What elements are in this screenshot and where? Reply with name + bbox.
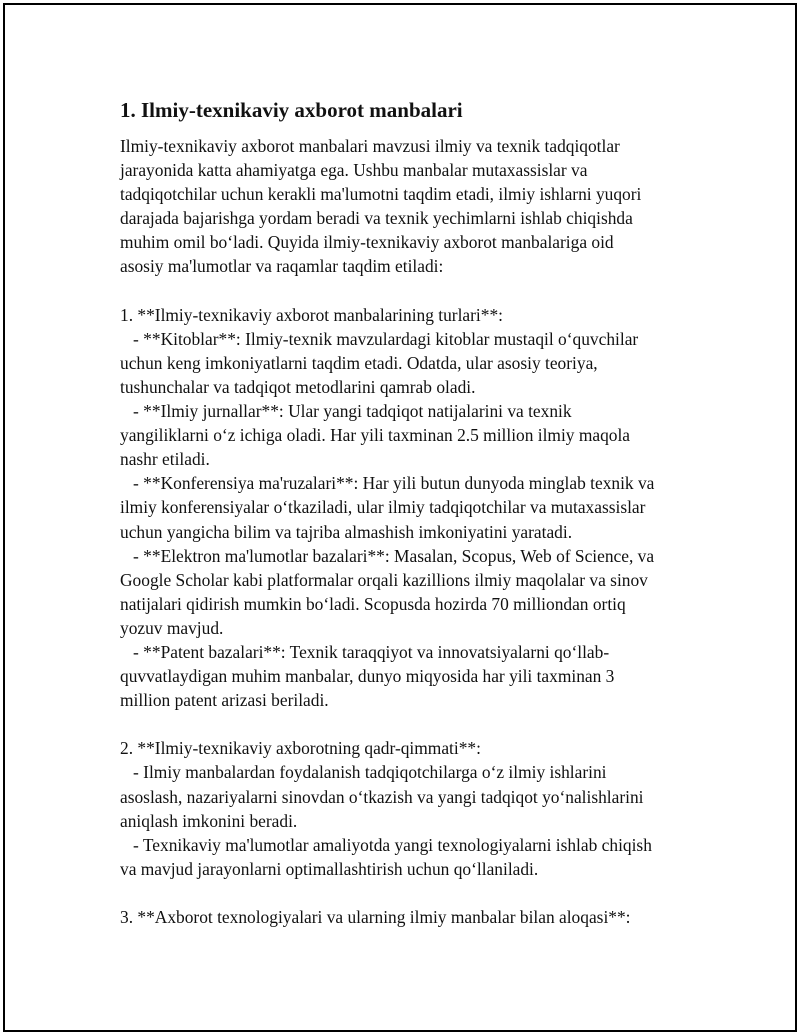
intro-paragraph [120,134,700,279]
text-line: - **Patent bazalari**: Texnik taraqqiyot va innovatsiyalarni qo‘llab- [120,641,610,662]
text-line: uchun yangicha bilim va tajriba almashish imkoniyatini yaratadi. [120,521,573,542]
text-line: asosiy ma'lumotlar va raqamlar taqdim etiladi: [120,256,444,277]
text-line: asoslash, nazariyalarni sinovdan o‘tkazish va yangi tadqiqot yo‘nalishlarini [120,786,644,807]
text-line: jarayonida katta ahamiyatga ega. Ushbu manbalar mutaxassislar va [120,160,588,181]
page-frame [3,3,797,1032]
text-line: - **Konferensiya ma'ruzalari**: Har yili butun dunyoda minglab texnik va [120,473,655,494]
text-line: yozuv mavjud. [120,617,224,638]
section-2 [120,736,700,881]
text-line: - Texnikaviy ma'lumotlar amaliyotda yangi texnologiyalarni ishlab chiqish [120,834,652,855]
text-line: quvvatlaydigan muhim manbalar, dunyo miqyosida har yili taxminan 3 [120,666,615,687]
blank-line [120,881,700,905]
text-line: tushunchalar va tadqiqot metodlarini qamrab oladi. [120,376,476,397]
section-1 [120,303,700,713]
text-line: aniqlash imkonini beradi. [120,810,298,831]
text-line: Google Scholar kabi platformalar orqali kazillions ilmiy maqolalar va sinov [120,569,648,590]
text-line: darajada bajarishga yordam beradi va texnik yechimlarni ishlab chiqishda [120,208,633,229]
text-line: nashr etiladi. [120,449,210,470]
text-line: ilmiy konferensiyalar o‘tkaziladi, ular ilmiy tadqiqotchilar va mutaxassislar [120,497,646,518]
text-line: million patent arizasi beriladi. [120,690,329,711]
text-line: natijalari qidirish mumkin bo‘ladi. Scopusda hozirda 70 milliondan ortiq [120,593,626,614]
text-line: - **Elektron ma'lumotlar bazalari**: Masalan, Scopus, Web of Science, va [120,545,655,566]
text-line: muhim omil bo‘ladi. Quyida ilmiy-texnikaviy axborot manbalariga oid [120,232,614,253]
blank-line [120,712,700,736]
section-heading: 1. **Ilmiy-texnikaviy axborot manbalarining turlari**: [120,304,503,325]
text-line: - Ilmiy manbalardan foydalanish tadqiqotchilarga o‘z ilmiy ishlarini [120,762,607,783]
text-line: - **Ilmiy jurnallar**: Ular yangi tadqiqot natijalarini va texnik [120,401,572,422]
document-body [120,97,700,929]
text-line: Ilmiy-texnikaviy axborot manbalari mavzusi ilmiy va texnik tadqiqotlar [120,136,620,156]
text-line: - **Kitoblar**: Ilmiy-texnik mavzulardagi kitoblar mustaqil o‘quvchilar [120,328,639,349]
blank-line [120,279,700,303]
section-heading: 2. **Ilmiy-texnikaviy axborotning qadr-qimmati**: [120,738,481,759]
text-line: yangiliklarni o‘z ichiga oladi. Har yili taxminan 2.5 million ilmiy maqola [120,425,631,446]
text-line: va mavjud jarayonlarni optimallashtirish uchun qo‘llaniladi. [120,858,539,879]
section-3 [120,905,700,929]
text-line: uchun keng imkoniyatlarni taqdim etadi. Odatda, ular asosiy teoriya, [120,352,598,373]
section-heading: 3. **Axborot texnologiyalari va ularning ilmiy manbalar bilan aloqasi**: [120,907,631,927]
page-title: 1. Ilmiy-texnikaviy axborot manbalari [120,98,463,122]
text-line: tadqiqotchilar uchun kerakli ma'lumotni taqdim etadi, ilmiy ishlarni yuqori [120,184,642,205]
